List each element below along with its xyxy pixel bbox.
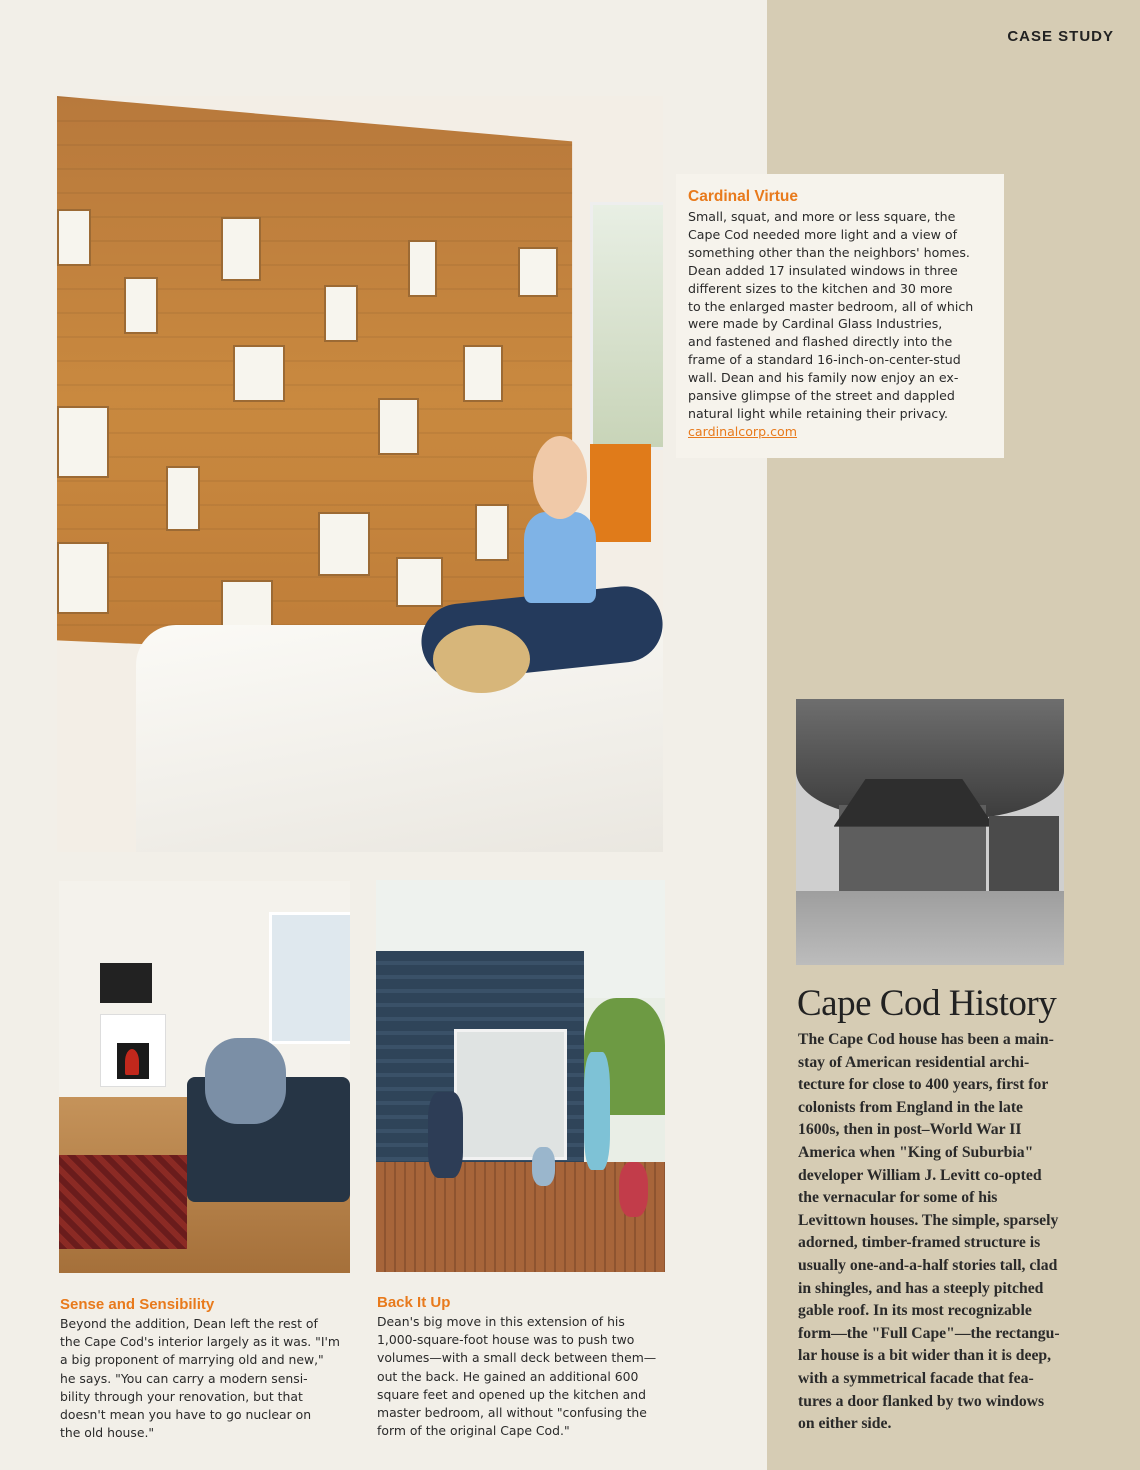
wall-window [57,406,109,478]
history-title: Cape Cod History [797,983,1057,1024]
living-window [269,912,350,1043]
history-line: colonists from England in the late [798,1098,1024,1116]
history-line: stay of American residential archi- [798,1053,1030,1071]
sense-sensibility-caption [60,1296,355,1442]
wall-window [233,345,285,402]
caption-line: natural light while retaining their privacy. [688,405,948,421]
history-line: gable roof. In its most recognizable [798,1302,1032,1320]
wall-window [57,209,91,266]
caption-line: bility through your renovation, but that [60,1388,303,1404]
history-line: form—the "Full Cape"—the rectangu- [798,1324,1060,1342]
caption-line: Small, squat, and more or less square, the [688,209,956,224]
history-line: 1600s, then in post–World War II [798,1121,1022,1139]
cardinalcorp-link[interactable]: cardinalcorp.com [688,423,797,439]
caption-line: different sizes to the kitchen and 30 more [688,280,953,296]
caption-line: wall. Dean and his family now enjoy an ex- [688,370,959,386]
history-line: in shingles, and has a steeply pitched [798,1279,1044,1297]
side-window [590,202,663,450]
wall-window [378,398,418,455]
woman-in-chair [428,1092,463,1178]
deck-photo [376,880,665,1272]
baby-body [524,512,597,603]
lawn [796,891,1064,965]
sliding-door [454,1029,567,1160]
caption-line: a big proponent of marrying old and new," [60,1352,324,1368]
caption-line: and fastened and flashed directly into the [688,334,953,350]
history-body [798,1029,1096,1436]
caption-line: frame of a standard 16-inch-on-center-stud [688,352,961,368]
caption-line: volumes—with a small deck between them— [377,1350,657,1366]
wall-window [463,345,503,402]
history-line: Levittown houses. The simple, sparsely [798,1211,1059,1229]
history-line: lar house is a bit wider than it is deep, [798,1347,1052,1365]
caption-body [377,1313,672,1440]
caption-title: Back It Up [377,1294,451,1311]
section-label: CASE STUDY [1007,28,1114,45]
caption-line: master bedroom, all without "confusing the [377,1405,647,1421]
caption-line: Cape Cod needed more light and a view of [688,226,958,242]
wall-window [221,217,261,281]
history-line: tecture for close to 400 years, first for [798,1076,1049,1094]
history-line: The Cape Cod house has been a main- [798,1031,1054,1048]
caption-line: square feet and opened up the kitchen and [377,1386,646,1402]
caption-line: pansive glimpse of the street and dappled [688,388,955,404]
orange-chair [590,444,651,542]
history-line: usually one-and-a-half stories tall, clad [798,1256,1058,1274]
wall-window [475,504,509,561]
child-sitting [532,1147,555,1186]
rug [59,1155,187,1249]
history-line: tures a door flanked by two windows [798,1392,1045,1410]
man-standing [584,1052,610,1170]
history-line: developer William J. Levitt co-opted [798,1166,1042,1184]
history-line: the vernacular for some of his [798,1189,998,1207]
caption-line: doesn't mean you have to go nuclear on [60,1407,312,1423]
caption-line: Dean's big move in this extension of his [377,1314,625,1329]
caption-line: were made by Cardinal Glass Industries, [688,316,943,332]
caption-body [688,208,992,441]
neighbor-house [989,816,1059,890]
caption-title: Cardinal Virtue [688,188,798,205]
caption-line: form of the original Cape Cod." [377,1423,570,1439]
family-on-sofa [205,1038,286,1124]
mirror [100,963,152,1002]
caption-line: Dean added 17 insulated windows in three [688,262,958,278]
history-line: with a symmetrical facade that fea- [798,1369,1034,1387]
wall-window [124,277,158,334]
woman-hair [433,625,530,693]
baby-head [533,436,588,519]
caption-body [60,1315,355,1442]
caption-line: the old house." [60,1425,155,1441]
back-it-up-caption [377,1294,672,1440]
wall-window [324,285,358,342]
caption-line: the Cape Cod's interior largely as it was. "I'm [60,1334,340,1350]
history-line: on either side. [798,1415,892,1433]
caption-title: Sense and Sensibility [60,1296,215,1313]
caption-line: he says. "You can carry a modern sensi- [60,1370,308,1386]
wall-window [221,580,273,629]
cardinal-virtue-caption [676,174,1004,458]
wall-window [518,247,558,296]
caption-line: to the enlarged master bedroom, all of which [688,298,974,314]
living-room-photo [59,881,350,1273]
history-line: adorned, timber-framed structure is [798,1234,1041,1252]
wall-window [166,466,200,530]
red-sculpture [125,1049,139,1074]
cape-cod-house-photo [796,699,1064,965]
child-playing [619,1162,648,1217]
wall-window [318,512,370,576]
wall-window [408,240,436,297]
bedroom-photo [57,96,663,852]
caption-line: 1,000-square-foot house was to push two [377,1332,635,1348]
caption-line: out the back. He gained an additional 600 [377,1368,639,1384]
fireplace [100,1014,166,1087]
history-line: America when "King of Suburbia" [798,1143,1034,1161]
wall-window [396,557,442,606]
caption-line: Beyond the addition, Dean left the rest of [60,1316,318,1331]
caption-line: something other than the neighbors' homes. [688,244,970,260]
wall-window [57,542,109,614]
